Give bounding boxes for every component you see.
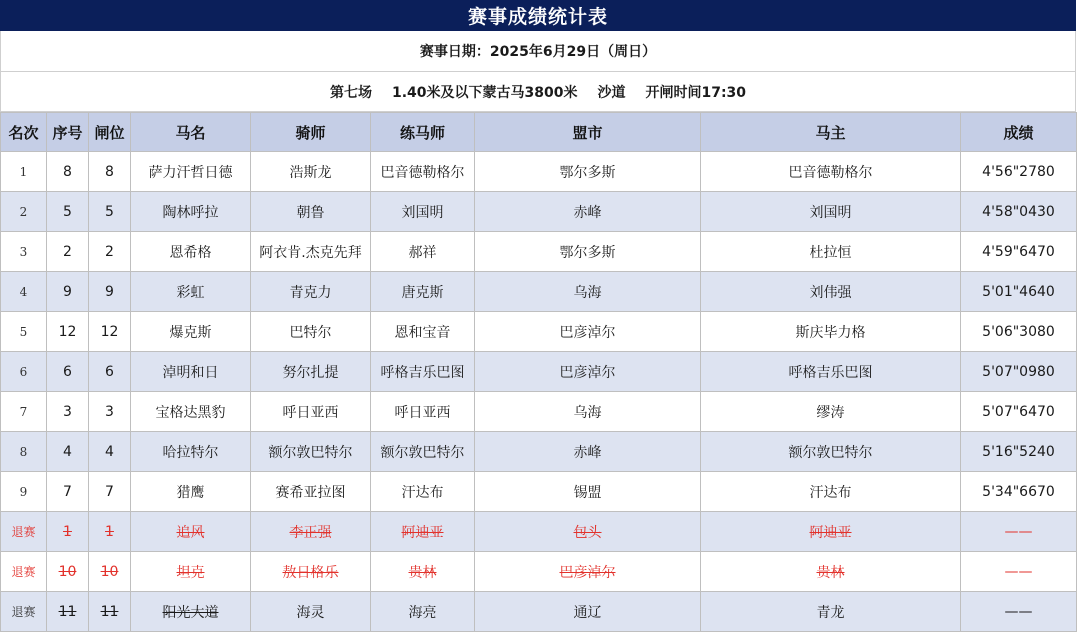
horse-name-cell: 宝格达黑豹	[131, 392, 251, 432]
column-header: 马主	[701, 113, 961, 152]
trainer-cell: 刘国明	[371, 192, 475, 232]
race-date: 赛事日期：2025年6月29日（周日）	[0, 31, 1076, 72]
number-cell: 7	[47, 472, 89, 512]
owner-cell: 刘国明	[701, 192, 961, 232]
horse-name-cell: 猎鹰	[131, 472, 251, 512]
table-row	[1, 592, 1077, 632]
rank-cell: 9	[1, 472, 47, 512]
trainer-cell: 恩和宝音	[371, 312, 475, 352]
horse-name-cell: 哈拉特尔	[131, 432, 251, 472]
league-city-cell: 乌海	[475, 272, 701, 312]
result-time-cell: 4'56"2780	[961, 152, 1077, 192]
result-time-cell: 5'07"0980	[961, 352, 1077, 392]
number-cell: 11	[47, 592, 89, 632]
trainer-cell: 额尔敦巴特尔	[371, 432, 475, 472]
results-body	[1, 152, 1077, 632]
gate-cell: 9	[89, 272, 131, 312]
owner-cell: 巴音德勒格尔	[701, 152, 961, 192]
rank-cell: 退赛	[1, 512, 47, 552]
table-row	[1, 272, 1077, 312]
horse-name-cell: 追风	[131, 512, 251, 552]
race-track: 沙道	[597, 84, 626, 101]
league-city-cell: 鄂尔多斯	[475, 232, 701, 272]
league-city-cell: 巴彦淖尔	[475, 312, 701, 352]
league-city-cell: 乌海	[475, 392, 701, 432]
table-row	[1, 152, 1077, 192]
column-header: 骑师	[251, 113, 371, 152]
rank-cell: 2	[1, 192, 47, 232]
race-category: 1.40米及以下蒙古马3800米	[391, 84, 578, 101]
table-row	[1, 392, 1077, 432]
results-table	[0, 112, 1077, 632]
number-cell: 1	[47, 512, 89, 552]
number-cell: 10	[47, 552, 89, 592]
result-time-cell: 5'34"6670	[961, 472, 1077, 512]
league-city-cell: 巴彦淖尔	[475, 352, 701, 392]
number-cell: 5	[47, 192, 89, 232]
trainer-cell: 贵林	[371, 552, 475, 592]
jockey-cell: 海灵	[251, 592, 371, 632]
jockey-cell: 朝鲁	[251, 192, 371, 232]
race-info	[0, 72, 1076, 112]
column-header: 马名	[131, 113, 251, 152]
number-cell: 3	[47, 392, 89, 432]
trainer-cell: 郝祥	[371, 232, 475, 272]
jockey-cell: 努尔扎提	[251, 352, 371, 392]
horse-name-cell: 恩希格	[131, 232, 251, 272]
gate-cell: 3	[89, 392, 131, 432]
gate-cell: 2	[89, 232, 131, 272]
table-row	[1, 552, 1077, 592]
number-cell: 12	[47, 312, 89, 352]
rank-cell: 6	[1, 352, 47, 392]
rank-cell: 退赛	[1, 552, 47, 592]
gate-cell: 12	[89, 312, 131, 352]
result-time-cell: 4'59"6470	[961, 232, 1077, 272]
horse-name-cell: 陶林呼拉	[131, 192, 251, 232]
owner-cell: 刘伟强	[701, 272, 961, 312]
owner-cell: 额尔敦巴特尔	[701, 432, 961, 472]
jockey-cell: 敖日格乐	[251, 552, 371, 592]
trainer-cell: 呼格吉乐巴图	[371, 352, 475, 392]
owner-cell: 呼格吉乐巴图	[701, 352, 961, 392]
rank-cell: 3	[1, 232, 47, 272]
jockey-cell: 巴特尔	[251, 312, 371, 352]
column-header: 练马师	[371, 113, 475, 152]
jockey-cell: 额尔敦巴特尔	[251, 432, 371, 472]
number-cell: 9	[47, 272, 89, 312]
rank-cell: 7	[1, 392, 47, 432]
gate-cell: 8	[89, 152, 131, 192]
gate-cell: 6	[89, 352, 131, 392]
rank-cell: 5	[1, 312, 47, 352]
gate-cell: 5	[89, 192, 131, 232]
horse-name-cell: 萨力汗哲日德	[131, 152, 251, 192]
table-header-row	[1, 113, 1077, 152]
table-row	[1, 232, 1077, 272]
owner-cell: 汗达布	[701, 472, 961, 512]
jockey-cell: 赛希亚拉图	[251, 472, 371, 512]
column-header: 闸位	[89, 113, 131, 152]
owner-cell: 青龙	[701, 592, 961, 632]
trainer-cell: 汗达布	[371, 472, 475, 512]
result-time-cell: ——	[961, 512, 1077, 552]
horse-name-cell: 淖明和日	[131, 352, 251, 392]
table-row	[1, 352, 1077, 392]
result-time-cell: 5'07"6470	[961, 392, 1077, 432]
table-row	[1, 512, 1077, 552]
table-row	[1, 312, 1077, 352]
trainer-cell: 唐克斯	[371, 272, 475, 312]
result-time-cell: 5'06"3080	[961, 312, 1077, 352]
number-cell: 4	[47, 432, 89, 472]
jockey-cell: 呼日亚西	[251, 392, 371, 432]
gate-cell: 10	[89, 552, 131, 592]
trainer-cell: 巴音德勒格尔	[371, 152, 475, 192]
table-row	[1, 192, 1077, 232]
result-time-cell: 5'01"4640	[961, 272, 1077, 312]
race-round: 第七场	[329, 84, 372, 101]
trainer-cell: 海亮	[371, 592, 475, 632]
trainer-cell: 呼日亚西	[371, 392, 475, 432]
jockey-cell: 青克力	[251, 272, 371, 312]
column-header: 盟市	[475, 113, 701, 152]
owner-cell: 阿迪亚	[701, 512, 961, 552]
gate-cell: 7	[89, 472, 131, 512]
rank-cell: 8	[1, 432, 47, 472]
column-header: 成绩	[961, 113, 1077, 152]
league-city-cell: 包头	[475, 512, 701, 552]
owner-cell: 缪涛	[701, 392, 961, 432]
league-city-cell: 赤峰	[475, 192, 701, 232]
table-row	[1, 472, 1077, 512]
race-start-time: 开闸时间17:30	[645, 84, 747, 101]
gate-cell: 4	[89, 432, 131, 472]
result-time-cell: ——	[961, 592, 1077, 632]
trainer-cell: 阿迪亚	[371, 512, 475, 552]
league-city-cell: 赤峰	[475, 432, 701, 472]
league-city-cell: 通辽	[475, 592, 701, 632]
number-cell: 2	[47, 232, 89, 272]
result-time-cell: 5'16"5240	[961, 432, 1077, 472]
column-header: 序号	[47, 113, 89, 152]
league-city-cell: 鄂尔多斯	[475, 152, 701, 192]
gate-cell: 11	[89, 592, 131, 632]
jockey-cell: 阿衣肯.杰克先拜	[251, 232, 371, 272]
league-city-cell: 巴彦淖尔	[475, 552, 701, 592]
result-time-cell: 4'58"0430	[961, 192, 1077, 232]
rank-cell: 退赛	[1, 592, 47, 632]
horse-name-cell: 阳光大道	[131, 592, 251, 632]
owner-cell: 杜拉恒	[701, 232, 961, 272]
horse-name-cell: 坦克	[131, 552, 251, 592]
number-cell: 8	[47, 152, 89, 192]
number-cell: 6	[47, 352, 89, 392]
owner-cell: 斯庆毕力格	[701, 312, 961, 352]
league-city-cell: 锡盟	[475, 472, 701, 512]
jockey-cell: 浩斯龙	[251, 152, 371, 192]
jockey-cell: 李正强	[251, 512, 371, 552]
result-time-cell: ——	[961, 552, 1077, 592]
gate-cell: 1	[89, 512, 131, 552]
horse-name-cell: 彩虹	[131, 272, 251, 312]
rank-cell: 1	[1, 152, 47, 192]
table-row	[1, 432, 1077, 472]
sheet-title: 赛事成绩统计表	[0, 0, 1076, 31]
owner-cell: 贵林	[701, 552, 961, 592]
rank-cell: 4	[1, 272, 47, 312]
column-header: 名次	[1, 113, 47, 152]
horse-name-cell: 爆克斯	[131, 312, 251, 352]
